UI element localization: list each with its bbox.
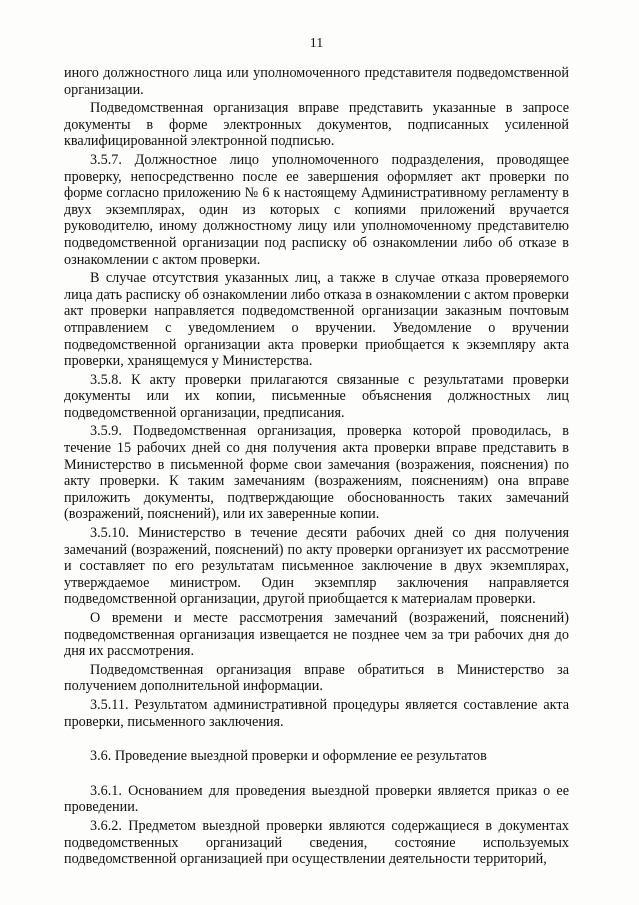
paragraph-3-5-8: 3.5.8. К акту проверки прилагаются связанные с результатами проверки документы или их копии, письменные объяснения должностных лиц подведомственной организации, предписания. xyxy=(64,371,569,421)
paragraph-review-notice: О времени и месте рассмотрения замечаний (возражений, пояснений) подведомственная организация извещается не позднее чем за три рабочих дня до дня их рассмотрения. xyxy=(64,610,569,660)
paragraph-3-5-11: 3.5.11. Результатом административной процедуры является составление акта проверки, письменного заключения. xyxy=(64,696,569,730)
paragraph-3-5-7: 3.5.7. Должностное лицо уполномоченного подразделения, проводящее проверку, непосредственно после ее завершения оформляет акт проверки по форме согласно приложению № 6 к настоящему Административному регламенту в двух экземплярах, один из которых с копиями приложений вручается руководителю, иному должностному лицу или уполномоченному представителю подведомственной организации под расписку об ознакомлении либо об отказе в ознакомлении с актом проверки. xyxy=(64,151,569,268)
paragraph-3-5-10: 3.5.10. Министерство в течение десяти рабочих дней со дня получения замечаний (возражений, пояснений) по акту проверки организует их рассмотрение и составляет по его результатам письменное заключение в двух экземплярах, утверждаемое министром. Один экземпляр заключения направляется подведомственной организации, другой приобщается к материалам проверки. xyxy=(64,525,569,608)
paragraph-3-6-1: 3.6.1. Основанием для проведения выездной проверки является приказ о ее проведении. xyxy=(64,782,569,816)
paragraph-3-5-9: 3.5.9. Подведомственная организация, проверка которой проводилась, в течение 15 рабочих дней со дня получения акта проверки вправе представить в Министерство в письменной форме свои замечания (возражения, пояснения) по акту проверки. К таким замечаниям (возражениям, пояснениям) она вправе приложить документы, подтверждающие обоснованность таких замечаний (возражений, пояснений), или их заверенные копии. xyxy=(64,423,569,523)
paragraph-additional-info: Подведомственная организация вправе обратиться в Министерство за получением дополнительной информации. xyxy=(64,661,569,695)
page-number: 11 xyxy=(309,36,324,51)
paragraph-electronic-documents: Подведомственная организация вправе представить указанные в запросе документы в форме электронных документов, подписанных усиленной квалифицированной электронной подписью. xyxy=(64,100,569,150)
paragraph-absence-of-persons: В случае отсутствия указанных лиц, а также в случае отказа проверяемого лица дать расписку об ознакомлении либо отказа в ознакомлении с актом проверки акт проверки направляется подведомственной организации заказным почтовым отправлением с уведомлением о вручении. Уведомление о вручении подведомственной организации акта проверки приобщается к экземпляру акта проверки, хранящемуся у Министерства. xyxy=(64,270,569,370)
paragraph-3-6-2: 3.6.2. Предметом выездной проверки являются содержащиеся в документах подведомственных организаций сведения, состояние используемых подведомственной организацией при осуществлении деятельности территорий, xyxy=(64,817,569,868)
paragraph-continuation: иного должностного лица или уполномоченного представителя подведомственной организации. xyxy=(64,65,569,98)
section-heading-3-6: 3.6. Проведение выездной проверки и оформление ее результатов xyxy=(90,748,487,765)
